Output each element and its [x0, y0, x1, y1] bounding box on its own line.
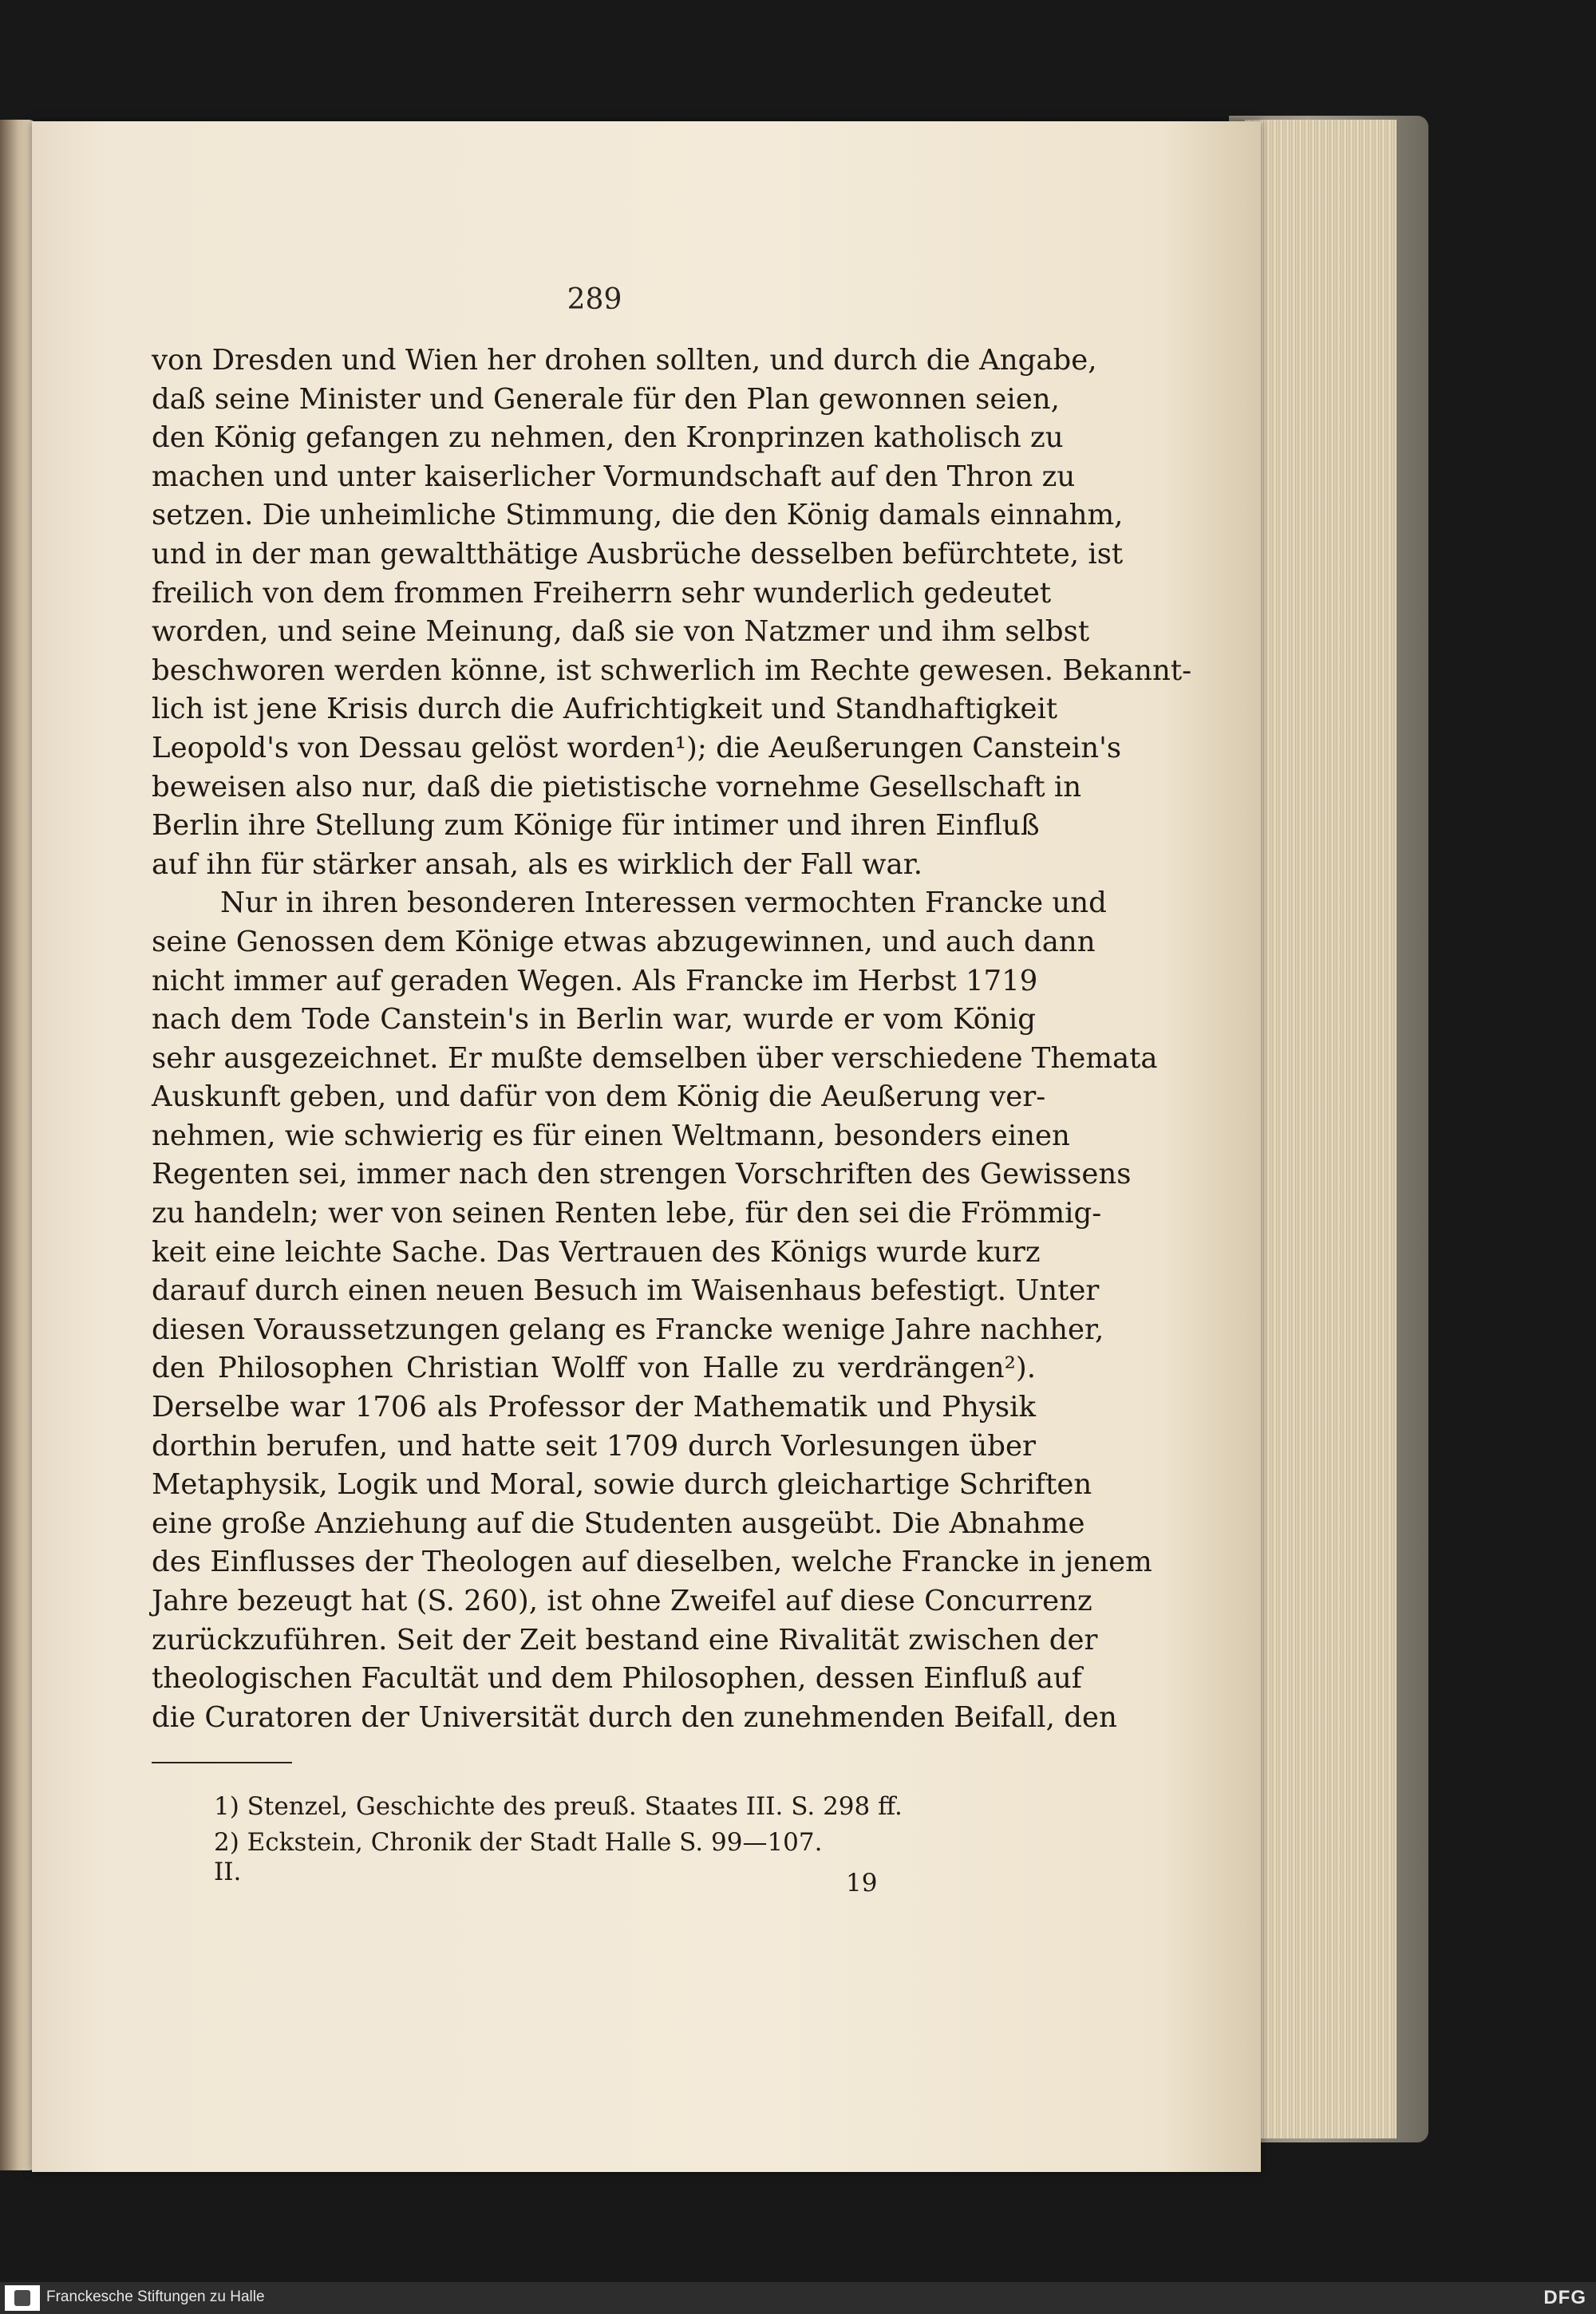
sheet-signature: 19 [846, 1869, 878, 1897]
text-line: Auskunft geben, und dafür von dem König die Aeußerung ver- [152, 1080, 1046, 1114]
text-line: Jahre bezeugt hat (S. 260), ist ohne Zweifel auf diese Concurrenz [152, 1585, 1092, 1617]
text-line: auf ihn für stärker ansah, als es wirklich der Fall war. [152, 847, 923, 881]
text-line: zurückzuführen. Seit der Zeit bestand eine Rivalität zwischen der [152, 1623, 1098, 1657]
text-line: eine große Anziehung auf die Studenten ausgeübt. Die Abnahme [152, 1506, 1085, 1540]
text-line: nach dem Tode Canstein's in Berlin war, wurde er vom König [152, 1003, 1036, 1037]
text-line: von Dresden und Wien her drohen sollten, und durch die Angabe, [152, 344, 1097, 377]
text-line: Metaphysik, Logik und Moral, sowie durch gleichartige Schriften [152, 1468, 1092, 1502]
text-line: den Philosophen Christian Wolff von Halle zu verdrängen²). [152, 1352, 1036, 1385]
dfg-logo: DFG [1543, 2287, 1586, 2308]
text-line: dorthin berufen, und hatte seit 1709 durch Vorlesungen über [152, 1429, 1036, 1463]
page-number: 289 [567, 283, 622, 316]
text-line: Derselbe war 1706 als Professor der Mathematik und Physik [152, 1391, 1036, 1424]
body-text [152, 342, 1192, 1737]
text-line: Berlin ihre Stellung zum Könige für intimer und ihren Einfluß [152, 809, 1040, 843]
text-line: keit eine leichte Sache. Das Vertrauen des Königs wurde kurz [152, 1235, 1041, 1269]
footnote: 1) Stenzel, Geschichte des preuß. Staates III. S. 298 ff. [214, 1792, 903, 1821]
text-line: diesen Voraussetzungen gelang es Francke wenige Jahre nachher, [152, 1313, 1104, 1346]
text-line: worden, und seine Meinung, daß sie von Natzmer und ihm selbst [152, 615, 1090, 649]
text-line: nehmen, wie schwierig es für einen Weltmann, besonders einen [152, 1119, 1070, 1152]
footnote: 2) Eckstein, Chronik der Stadt Halle S. 99—107. [214, 1828, 823, 1857]
library-name: Franckesche Stiftungen zu Halle [46, 2288, 265, 2305]
text-line: theologischen Facultät und dem Philosophen, dessen Einfluß auf [152, 1662, 1082, 1696]
text-line: seine Genossen dem Könige etwas abzugewinnen, und auch dann [152, 925, 1096, 958]
text-line: zu handeln; wer von seinen Renten lebe, für den sei die Frömmig- [152, 1197, 1102, 1230]
text-line: beschworen werden könne, ist schwerlich im Rechte gewesen. Bekannt- [152, 654, 1192, 687]
text-line: lich ist jene Krisis durch die Aufrichtigkeit und Standhaftigkeit [152, 693, 1058, 726]
text-line: des Einflusses der Theologen auf dieselben, welche Francke in jenem [152, 1546, 1152, 1579]
text-line: die Curatoren der Universität durch den zunehmenden Beifall, den [152, 1700, 1117, 1734]
library-seal-icon [5, 2285, 40, 2311]
text-line: setzen. Die unheimliche Stimmung, die den König damals einnahm, [152, 499, 1124, 532]
text-line: sehr ausgezeichnet. Er mußte demselben über verschiedene Themata [152, 1041, 1158, 1075]
text-line: beweisen also nur, daß die pietistische vornehme Gesellschaft in [152, 770, 1082, 804]
text-line: darauf durch einen neuen Besuch im Waisenhaus befestigt. Unter [152, 1274, 1100, 1308]
text-line: Leopold's von Dessau gelöst worden¹); die Aeußerungen Canstein's [152, 731, 1122, 764]
volume-signature: II. [214, 1858, 242, 1886]
viewer-footer [0, 2282, 1596, 2314]
text-line: freilich von dem frommen Freiherrn sehr wunderlich gedeutet [152, 576, 1052, 610]
text-line: Regenten sei, immer nach den strengen Vorschriften des Gewissens [152, 1158, 1132, 1191]
footnotes [214, 1789, 903, 1861]
page-edges [1245, 120, 1396, 2138]
text-line: den König gefangen zu nehmen, den Kronprinzen katholisch zu [152, 421, 1064, 455]
text-line: daß seine Minister und Generale für den Plan gewonnen seien, [152, 382, 1060, 416]
paragraph-start-line: Nur in ihren besonderen Interessen vermochten Francke und [220, 887, 1107, 920]
footnote-rule [152, 1762, 292, 1763]
text-line: nicht immer auf geraden Wegen. Als Francke im Herbst 1719 [152, 964, 1038, 997]
text-line: und in der man gewaltthätige Ausbrüche desselben befürchtete, ist [152, 537, 1124, 571]
text-line: machen und unter kaiserlicher Vormundschaft auf den Thron zu [152, 460, 1076, 493]
